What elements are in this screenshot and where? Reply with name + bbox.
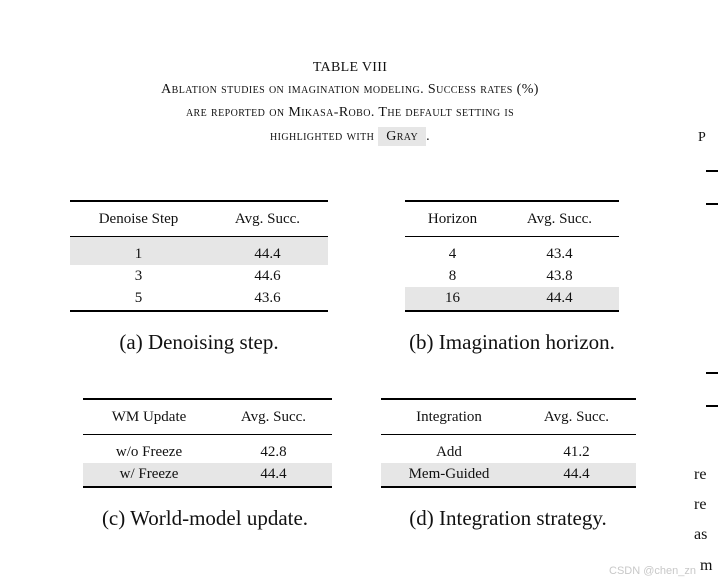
table-cell: 3 bbox=[134, 267, 143, 284]
table-cell-best: 44.4 bbox=[517, 463, 636, 487]
table-cell: 43.4 bbox=[546, 245, 573, 262]
table-cell: Add bbox=[436, 443, 462, 460]
caption-line-3 bbox=[40, 126, 660, 148]
table-row bbox=[70, 265, 328, 287]
right-column-rule bbox=[706, 405, 718, 407]
table-row-default bbox=[83, 463, 332, 487]
table-row-default bbox=[381, 463, 636, 487]
column-header: WM Update bbox=[83, 399, 215, 435]
table-cell: 5 bbox=[70, 287, 207, 311]
table-cell-best: 44.6 bbox=[254, 267, 281, 284]
caption-line-2: are reported on Mikasa-Robo. The default setting is bbox=[185, 105, 515, 120]
table-world-model-update bbox=[83, 398, 332, 488]
column-header: Avg. Succ. bbox=[517, 399, 636, 435]
table-row bbox=[83, 435, 332, 464]
caption-line-3-end: . bbox=[426, 129, 431, 144]
table-header-row bbox=[381, 399, 636, 435]
right-column-rule bbox=[706, 170, 718, 172]
table-header-row bbox=[405, 201, 619, 237]
watermark: CSDN @chen_zn bbox=[609, 565, 696, 577]
right-column-rule bbox=[706, 203, 718, 205]
subcaption-b: (b) Imagination horizon. bbox=[409, 330, 615, 354]
table-cell: w/ Freeze bbox=[83, 463, 215, 487]
right-column-rule bbox=[706, 372, 718, 374]
table-cell: 43.8 bbox=[546, 267, 573, 284]
table-cell: 8 bbox=[448, 267, 457, 284]
column-header: Avg. Succ. bbox=[500, 201, 619, 237]
table-row bbox=[70, 287, 328, 311]
subcaption-c: (c) World-model update. bbox=[101, 506, 309, 530]
column-header: Horizon bbox=[405, 201, 500, 237]
table-denoise-step bbox=[70, 200, 328, 312]
table-cell: 41.2 bbox=[563, 443, 590, 460]
table-row-default bbox=[70, 237, 328, 266]
table-cell-best: 44.4 bbox=[215, 463, 332, 487]
table-cell: 44.4 bbox=[207, 237, 328, 266]
table-cell: 43.6 bbox=[207, 287, 328, 311]
table-cell: w/o Freeze bbox=[115, 443, 183, 460]
subcaption-d: (d) Integration strategy. bbox=[409, 506, 607, 530]
table-header-row bbox=[70, 201, 328, 237]
caption-line-3-text: highlighted with bbox=[269, 129, 375, 144]
table-title: TABLE VIII bbox=[312, 60, 388, 75]
table-row bbox=[405, 237, 619, 266]
column-header: Avg. Succ. bbox=[215, 399, 332, 435]
table-cell: Mem-Guided bbox=[381, 463, 517, 487]
right-column-fragment: re bbox=[694, 466, 707, 483]
gray-highlight-sample: Gray bbox=[378, 127, 426, 146]
table-row bbox=[381, 435, 636, 464]
caption-line-1: Ablation studies on imagination modeling. Success rates (%) bbox=[161, 82, 539, 97]
column-header: Avg. Succ. bbox=[207, 201, 328, 237]
table-cell-best: 44.4 bbox=[500, 287, 619, 311]
table-cell: 1 bbox=[70, 237, 207, 266]
table-cell: 4 bbox=[448, 245, 457, 262]
column-header: Integration bbox=[381, 399, 517, 435]
subcaption-a: (a) Denoising step. bbox=[119, 330, 279, 354]
right-column-fragment: m bbox=[700, 557, 713, 574]
table-row bbox=[405, 265, 619, 287]
column-header: Denoise Step bbox=[70, 201, 207, 237]
right-column-fragment: re bbox=[694, 496, 707, 513]
table-cell: 42.8 bbox=[260, 443, 287, 460]
right-column-fragment: P bbox=[698, 130, 706, 145]
table-cell: 16 bbox=[405, 287, 500, 311]
table-header-row bbox=[83, 399, 332, 435]
table-integration-strategy bbox=[381, 398, 636, 488]
right-column-fragment: as bbox=[694, 526, 708, 543]
table-row-default bbox=[405, 287, 619, 311]
table-imagination-horizon bbox=[405, 200, 619, 312]
